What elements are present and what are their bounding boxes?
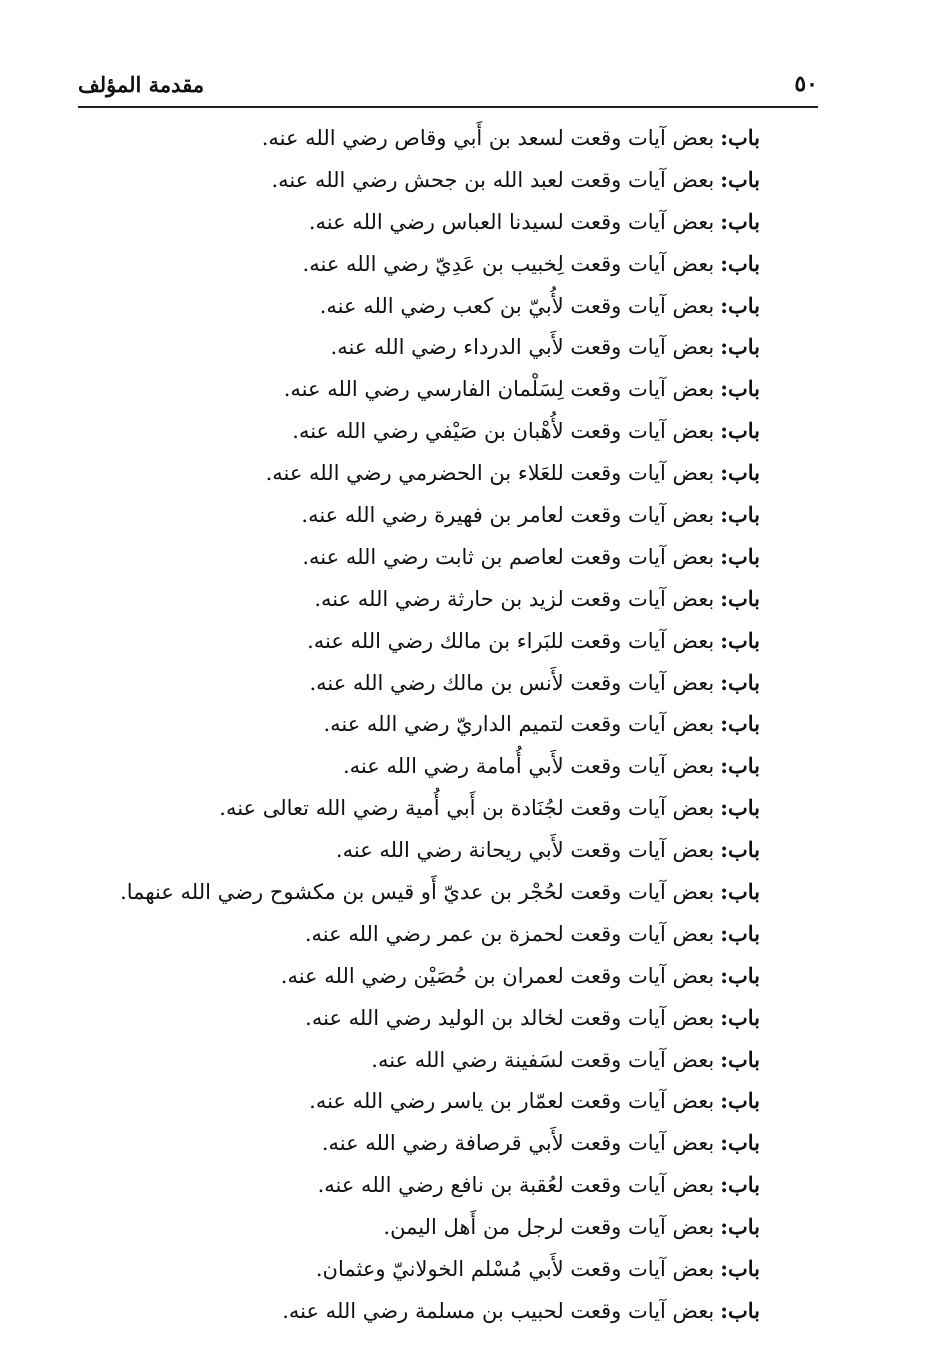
- chapter-title: بعض آيات وقعت لرجل من أَهل اليمن.: [383, 1215, 715, 1240]
- chapter-title: بعض آيات وقعت لجُنَادة بن أَبي أُمية رضي الله تعالى عنه.: [219, 796, 715, 821]
- chapter-label: باب:: [720, 795, 760, 821]
- chapter-entry: [60, 159, 760, 201]
- chapter-title: بعض آيات وقعت لأُهْبان بن صَيْفي رضي الله عنه.: [292, 419, 715, 444]
- chapter-title: بعض آيات وقعت لحمزة بن عمر رضي الله عنه.: [304, 921, 715, 946]
- running-title: مقدمة المؤلف: [78, 71, 205, 97]
- chapter-entry: [60, 662, 760, 704]
- chapter-entry: [60, 997, 760, 1039]
- chapter-title: بعض آيات وقعت لأَبي أُمامة رضي الله عنه.: [342, 754, 715, 779]
- chapter-label: باب:: [720, 543, 760, 569]
- chapter-label: باب:: [720, 292, 760, 318]
- chapter-title: بعض آيات وقعت لزيد بن حارثة رضي الله عنه.: [314, 586, 715, 611]
- chapter-label: باب:: [720, 376, 760, 402]
- chapter-title: بعض آيات وقعت لعُقبة بن نافع رضي الله عنه.: [317, 1173, 715, 1198]
- chapter-title: بعض آيات وقعت لخالد بن الوليد رضي الله عنه.: [305, 1005, 715, 1030]
- header-rule: [78, 106, 818, 108]
- chapter-entry: [60, 117, 760, 159]
- chapter-title: بعض آيات وقعت للعَلاء بن الحضرمي رضي الله عنه.: [265, 461, 715, 486]
- chapter-label: باب:: [720, 1172, 760, 1198]
- chapter-label: باب:: [720, 1004, 760, 1030]
- chapter-label: باب:: [720, 837, 760, 863]
- chapter-label: باب:: [720, 502, 760, 528]
- chapter-entry: [60, 368, 760, 410]
- chapter-label: باب:: [720, 962, 760, 988]
- chapter-label: باب:: [720, 1046, 760, 1072]
- chapter-title: بعض آيات وقعت لسيدنا العباس رضي الله عنه.: [308, 209, 715, 234]
- chapter-entry: [60, 1290, 760, 1332]
- chapter-title: بعض آيات وقعت لأَنس بن مالك رضي الله عنه.: [309, 670, 715, 695]
- chapter-entry: [60, 285, 760, 327]
- chapter-entry: [60, 536, 760, 578]
- chapter-label: باب:: [720, 1130, 760, 1156]
- chapter-entry: [60, 955, 760, 997]
- chapter-label: باب:: [720, 920, 760, 946]
- chapter-title: بعض آيات وقعت لعامر بن فهيرة رضي الله عنه.: [301, 503, 715, 528]
- chapter-label: باب:: [720, 418, 760, 444]
- chapter-entry: [60, 494, 760, 536]
- chapter-entry: [60, 620, 760, 662]
- chapter-title: بعض آيات وقعت لأَبي ريحانة رضي الله عنه.: [335, 838, 715, 863]
- chapter-title: بعض آيات وقعت لأُبيّ بن كعب رضي الله عنه.: [319, 293, 715, 318]
- chapter-title: بعض آيات وقعت لتميم الداريّ رضي الله عنه.: [323, 712, 715, 737]
- chapter-title: بعض آيات وقعت لِسَلْمان الفارسي رضي الله عنه.: [283, 377, 715, 402]
- chapter-label: باب:: [720, 125, 760, 150]
- chapter-entry: [60, 703, 760, 745]
- chapter-entry: [60, 829, 760, 871]
- chapter-label: باب:: [720, 250, 760, 276]
- chapter-entry: [60, 1080, 760, 1122]
- chapter-title: بعض آيات وقعت لأَبي قرصافة رضي الله عنه.: [321, 1131, 715, 1156]
- chapter-label: باب:: [720, 208, 760, 234]
- chapter-entry: [60, 326, 760, 368]
- chapter-label: باب:: [720, 166, 760, 192]
- chapter-entry: [60, 871, 760, 913]
- chapter-label: باب:: [720, 1214, 760, 1240]
- chapter-entry: [60, 1039, 760, 1081]
- chapter-label: باب:: [720, 753, 760, 779]
- chapter-label: باب:: [720, 460, 760, 486]
- chapter-title: بعض آيات وقعت لحبيب بن مسلمة رضي الله عنه.: [282, 1298, 715, 1323]
- chapter-label: باب:: [720, 711, 760, 737]
- chapter-label: باب:: [720, 1088, 760, 1114]
- chapter-title: بعض آيات وقعت لسَفينة رضي الله عنه.: [371, 1047, 715, 1072]
- page-number: ٥٠: [794, 71, 818, 97]
- chapter-entry: [60, 1164, 760, 1206]
- page-header: [78, 66, 818, 102]
- chapter-label: باب:: [720, 585, 760, 611]
- chapter-title: بعض آيات وقعت لعبد الله بن جحش رضي الله عنه.: [271, 167, 715, 192]
- chapter-label: باب:: [720, 334, 760, 360]
- chapter-entry: [60, 1206, 760, 1248]
- chapter-title: بعض آيات وقعت لحُجْر بن عديّ أَو قيس بن مكشوح رضي الله عنهما.: [120, 880, 715, 905]
- chapter-label: باب:: [720, 1297, 760, 1323]
- chapter-entry: [60, 578, 760, 620]
- chapter-entry: [60, 1122, 760, 1164]
- chapter-label: باب:: [720, 669, 760, 695]
- chapter-title: بعض آيات وقعت لعاصم بن ثابت رضي الله عنه.: [302, 544, 715, 569]
- chapter-title: بعض آيات وقعت لعمّار بن ياسر رضي الله عنه.: [309, 1089, 715, 1114]
- chapter-title: بعض آيات وقعت لِخبيب بن عَدِيّ رضي الله عنه.: [302, 251, 715, 276]
- chapter-label: باب:: [720, 879, 760, 905]
- chapter-entry: [60, 913, 760, 955]
- chapter-entry: [60, 1248, 760, 1290]
- chapter-title: بعض آيات وقعت للبَراء بن مالك رضي الله عنه.: [307, 628, 715, 653]
- chapter-title: بعض آيات وقعت لعمران بن حُصَيْن رضي الله عنه.: [280, 963, 715, 988]
- chapter-entry: [60, 452, 760, 494]
- chapter-title: بعض آيات وقعت لأَبي الدرداء رضي الله عنه.: [330, 335, 715, 360]
- chapter-entry: [60, 201, 760, 243]
- chapter-list: [60, 117, 760, 1332]
- chapter-label: باب:: [720, 627, 760, 653]
- chapter-entry: [60, 787, 760, 829]
- chapter-title: بعض آيات وقعت لأَبي مُسْلم الخولانيّ وعثمان.: [315, 1257, 715, 1282]
- chapter-label: باب:: [720, 1256, 760, 1282]
- chapter-entry: [60, 410, 760, 452]
- chapter-entry: [60, 745, 760, 787]
- chapter-title: بعض آيات وقعت لسعد بن أَبي وقاص رضي الله عنه.: [261, 126, 715, 150]
- chapter-entry: [60, 243, 760, 285]
